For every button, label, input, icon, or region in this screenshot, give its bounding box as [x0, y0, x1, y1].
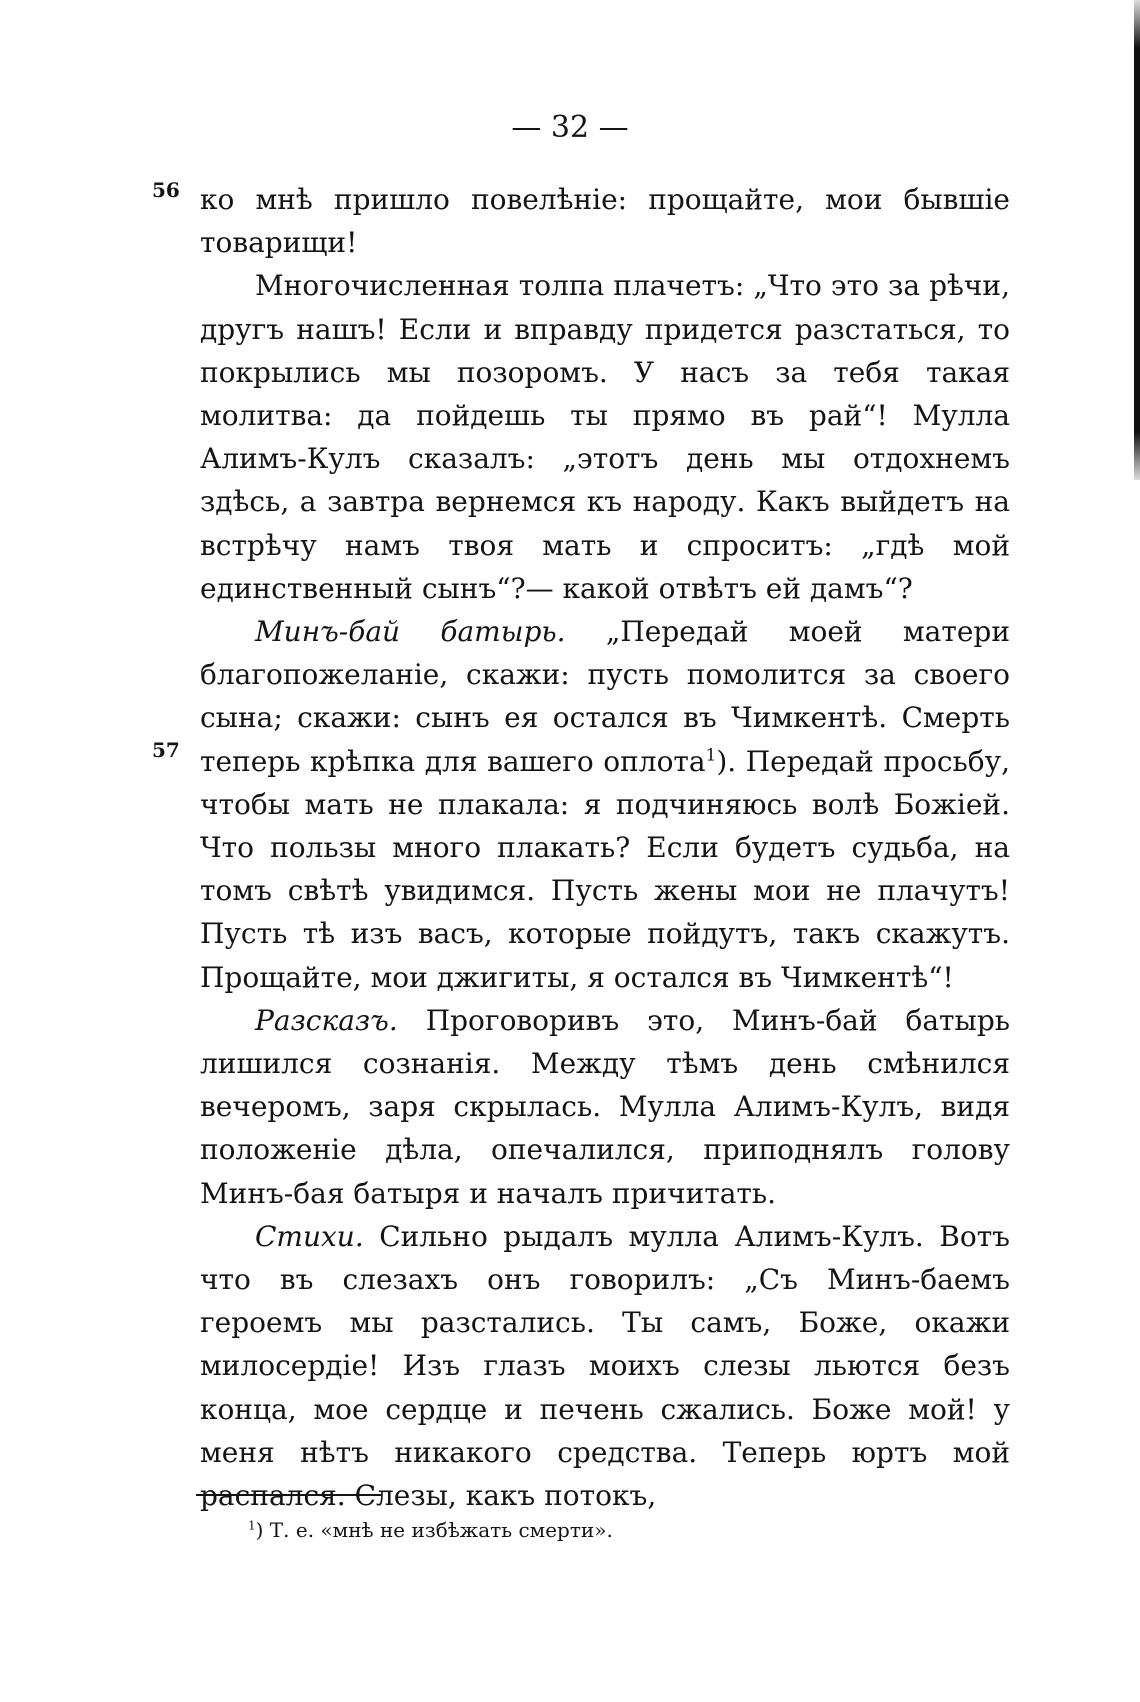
paragraph-3: Минъ-бай батырь. „Передай моей матери благопожеланіе, скажи: пусть помолится за своего сына; скажи: сынъ ея остался въ Чимкентѣ. Смерть теперь крѣпка для вашего оплота$^1$). Передай просьбу, чтобы мать не плакала: я подчиняюсь волѣ Божіей. Что пользы много плакать? Если будетъ судьба, на томъ свѣтѣ увидимся. Пусть жены мои не плачутъ! Пусть тѣ изъ васъ, которые пойдутъ, такъ скажутъ. Прощайте, мои джигиты, я остался въ Чимкентѣ“!: [200, 615, 1010, 994]
paragraph-1: ко мнѣ пришло повелѣніе: прощайте, мои бывшіе товарищи!: [200, 183, 1010, 260]
speaker-label: Минъ-бай батырь.: [255, 615, 566, 649]
page-edge-shadow: [1134, 0, 1140, 480]
paragraph-4: Разсказъ. Проговоривъ это, Минъ-бай батырь лишился сознанія. Между тѣмъ день смѣнился вечеромъ, заря скрылась. Мулла Алимъ-Кулъ, видя положеніе дѣла, опечалился, приподнялъ голову Минъ-бая батыря и началъ причитать.: [200, 1003, 1010, 1210]
section-label: Разсказъ.: [255, 1003, 398, 1037]
section-label: Стихи.: [255, 1219, 364, 1253]
footnote: $^1$) Т. е. «мнѣ не избѣжать смерти».: [248, 1518, 613, 1542]
footnote-marker: 1: [248, 1518, 256, 1533]
paragraph-5: Стихи. Сильно рыдалъ мулла Алимъ-Кулъ. Вотъ что въ слезахъ онъ говорилъ: „Съ Минъ-баемъ героемъ мы разстались. Ты самъ, Боже, окажи милосердіе! Изъ глазъ моихъ слезы льются безъ конца, мое сердце и печень сжались. Боже мой! у меня нѣтъ никакого средства. Теперь юртъ мой распался. Слезы, какъ потокъ,: [200, 1219, 1010, 1513]
body-text: [200, 178, 1010, 1517]
margin-verse-number-57: 57: [152, 738, 180, 762]
paragraph-2: Многочисленная толпа плачетъ: „Что это за рѣчи, другъ нашъ! Если и вправду придется разстаться, то покрылись мы позоромъ. У насъ за тебя такая молитва: да пойдешь ты прямо въ рай“! Мулла Алимъ-Кулъ сказалъ: „этотъ день мы отдохнемъ здѣсь, а завтра вернемся къ народу. Какъ выйдетъ на встрѣчу намъ твоя мать и спроситъ: „гдѣ мой единственный сынъ“?— какой отвѣтъ ей дамъ“?: [200, 269, 1010, 605]
footnote-divider: [196, 1494, 381, 1496]
page-number: — 32 —: [511, 110, 629, 145]
margin-verse-number-56: 56: [152, 178, 180, 202]
footnote-reference: 1: [705, 744, 717, 765]
